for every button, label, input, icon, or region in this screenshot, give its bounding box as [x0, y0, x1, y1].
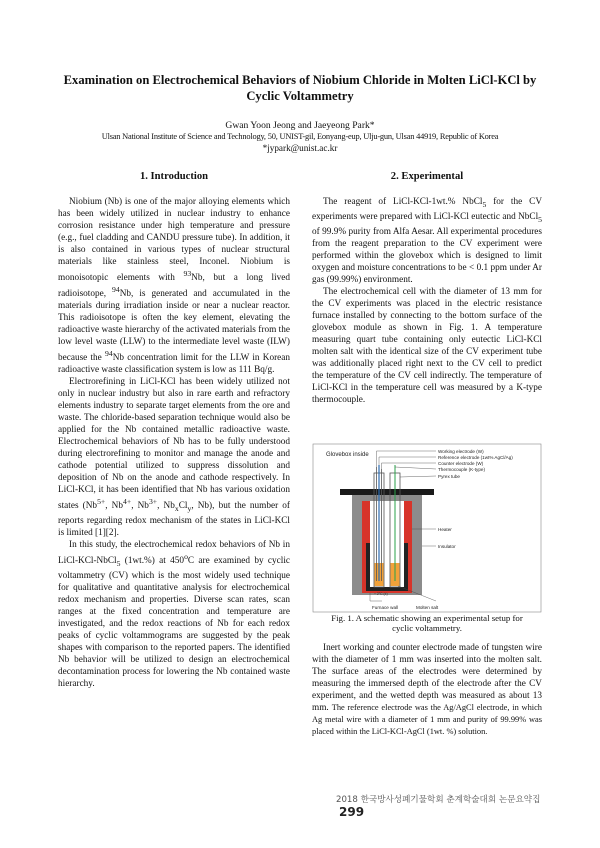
text-run: Niobium (Nb) is one of the major alloying elements which has been widely utilized in nuclear industry to enhance corrosion resistance under high temperature and pressure (e.g., fuel cladding and CANDU pressure tube). In addition, it is also contained in various types of nuclear structural materials like stainless steel, Inconel. Niobium is monoisotopic elements with	[58, 197, 290, 284]
affiliation: Ulsan National Institute of Science and Technology, 50, UNIST-gil, Eonyang-eup, Ulju-gun, Ulsan 44919, Republic of Korea	[101, 132, 499, 141]
superscript: 4+	[123, 497, 132, 507]
section-heading-experimental: 2. Experimental	[390, 171, 464, 182]
text-run-small: The reference electrode was the Ag/AgCl electrode, in which Ag metal wire with a diameter of 1 mm and purity of 99.99% was placed within the LiCl-KCl-AgCl (1wt. %) solution.	[312, 703, 542, 736]
text-run: C are examined by cyclic voltammetry (CV) which is the most widely used technique for qualitative and quantitative analysis for electrochemical redox mechanism and properties. Diverse scan rates, scan ranges at the fixed concentration and temperature are investigated, and the redox reactions of Nb for each redox peaks of cyclic voltammograms are suggested by the peak shapes with comparison to the reported papers. The identified Nb behavior will be utilized to design an electrochemical decontamination process for lowering the Nb contained waste hierarchy.	[58, 556, 291, 690]
experimental-column-bottom	[312, 642, 542, 738]
caption-line-1: Fig. 1. A schematic showing an experimental setup for	[331, 613, 523, 623]
text-run: The reagent of LiCl-KCl-1wt.% NbCl	[323, 197, 483, 207]
glovebox-label: Glovebox inside	[326, 452, 369, 458]
exp-paragraph-2: The electrochemical cell with the diameter of 13 mm for the CV experiments was placed in the electric resistance furnace installed by connecting to the bottom surface of the glovebox module as shown in Fig. 1. A temperature measuring quart tube containing only eutectic LiCl-KCl molten salt with the identical size of the CV experiment tube was additionally placed right next to the CV cell to predict the temperature of the CV cell indirectly. The temperature of LiCl-KCl in the temperature cell was measured by a K-type thermocouple.	[312, 286, 542, 405]
figure-1-caption	[312, 613, 542, 633]
furnace-wall-right	[404, 543, 408, 591]
experimental-setup-diagram	[312, 443, 542, 613]
subscript: 5	[482, 199, 487, 209]
experimental-column-top	[312, 196, 542, 406]
label-pyrex-tube: Pyrex tube	[438, 474, 460, 479]
subscript: 5	[116, 559, 121, 569]
label-working-electrode: Working electrode (W)	[438, 449, 484, 454]
text-run: Nb concentration limit for the LLW in Korean radioactive waste classification system is low as 111 Bq/g.	[58, 353, 290, 376]
superscript: o	[184, 552, 188, 562]
label-thermocouple: Thermocouple (K-type)	[438, 467, 485, 472]
text-run: for the CV experiments were prepared with LiCl-KCl eutectic and NbCl	[312, 197, 543, 222]
label-furnace-wall: Furnace wall	[372, 605, 399, 610]
label-temperature: ~ 2°C (±)	[374, 592, 388, 596]
text-run: of 99.9% purity from Alfa Aesar. All experimental procedures from the reagent preparation to the CV experiment were performed within the glovebox which is designed to limit oxygen and moisture concentrations to be < 0.1 ppm under Ar gas (99.99%) environment.	[312, 226, 542, 285]
superscript: 94	[105, 349, 113, 359]
subscript: y	[187, 504, 192, 514]
label-heater: Heater	[438, 527, 452, 532]
label-counter-electrode: Counter electrode (W)	[438, 461, 484, 466]
exp-paragraph-1	[312, 196, 542, 286]
text-run: , Nb	[157, 501, 175, 512]
text-run: , Nb	[131, 501, 149, 512]
furnace-wall-left	[366, 543, 370, 591]
text-run: Cl	[178, 501, 188, 512]
superscript: 94	[112, 285, 120, 295]
authors: Gwan Yoon Jeong and Jaeyeong Park*	[225, 120, 375, 131]
footer-proceedings-title: 2018 한국방사성폐기물학회 춘계학술대회 논문요약집	[336, 795, 541, 805]
text-run: Inert working and counter electrode made of tungsten wire with the diameter of 1 mm was inserted into the molten salt. The surface areas of the electrodes were determined by measuring the immersed depth of the electrode after the CV experiment, and the wetted depth was measured as about 13 mm.	[312, 643, 542, 713]
subscript: x	[174, 504, 179, 514]
paper-title	[40, 72, 560, 104]
text-run: , Nb	[105, 501, 123, 512]
introduction-column	[58, 196, 290, 690]
intro-paragraph-1	[58, 196, 290, 376]
page-number: 299	[339, 805, 365, 819]
label-molten-salt: Molten salt	[416, 605, 439, 610]
glovebox-frame	[313, 444, 541, 612]
superscript: 93	[183, 269, 192, 278]
text-run: Nb, is generated and accumulated in the materials during irradiation inside or near a nuclear reactor. This radioisotope is often the key element, elevating the radioactive waste hierarchy of the activated materials from the low level waste (LLW) to the intermediate level waste (ILW) because the	[58, 289, 290, 364]
subscript: 5	[538, 214, 542, 224]
glovebox-floor-plate	[340, 489, 434, 495]
figure-1-schematic	[312, 443, 542, 613]
text-run: Electrorefining in LiCl-KCl has been widely utilized not only in nuclear industry but also in rare earth and refractory elements industry to separate target elements from the ore and waste. The chloride-based separation technique would also be applied for the Nb contained metallic radioactive waste. Electrochemical behaviors of Nb has to be fully understood during electrorefining to monitor and manage the anode and cathode potential utilized to suppress dissolution and deposition of Nb on the anode and cathode respectively. In LiCl-KCl, it has been identified that Nb has various oxidation states (Nb	[58, 377, 290, 512]
caption-line-2: cyclic voltammetry.	[392, 623, 462, 633]
page-footer	[336, 793, 546, 819]
intro-paragraph-3	[58, 539, 290, 690]
label-insulator: Insulator	[438, 544, 456, 549]
text-run: In this study, the electrochemical redox behaviors of Nb in LiCl-KCl-NbCl	[58, 540, 290, 567]
label-reference-electrode: Reference electrode (1wt% AgCl/Ag)	[438, 455, 513, 460]
title-line-1: Examination on Electrochemical Behaviors of Niobium Chloride in Molten LiCl-KCl by	[63, 73, 537, 87]
author-email: *jypark@unist.ac.kr	[262, 143, 338, 153]
text-run: Nb, but a long lived radioisotope,	[58, 273, 291, 300]
superscript: 3+	[148, 497, 158, 507]
text-run: , Nb), but the number of reports regarding redox mechanism of the states in LiCl-KCl is limited [1][2].	[58, 501, 291, 539]
title-line-2: Cyclic Voltammetry	[246, 89, 354, 103]
superscript: 5+	[97, 497, 106, 507]
text-run: (1wt.%) at 450	[120, 556, 185, 567]
exp-paragraph-3	[312, 642, 542, 738]
intro-paragraph-2	[58, 376, 290, 539]
section-heading-introduction: 1. Introduction	[139, 171, 209, 182]
